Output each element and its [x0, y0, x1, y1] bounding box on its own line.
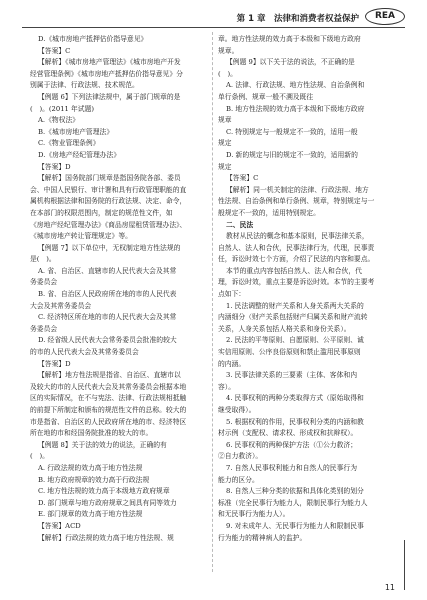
right-column [218, 34, 396, 544]
text-line: 单行条例、规章一般不溯及既往 [218, 92, 314, 101]
text-line: 4. 民事权利的两种分类取得方式（原始取得和 [226, 394, 364, 403]
text-line: D.《城市房地产抵押估价指导意见》 [38, 35, 148, 43]
text-line: 本节的重点内容包括自然人、法人和合伙，代 [226, 266, 362, 275]
text-line: 规章。 [218, 46, 239, 55]
text-line: 自然人、法人和合伙，民事法律行为，代理，民事责 [218, 243, 375, 252]
text-line: 【答案】D [38, 359, 71, 368]
text-line: 理，诉讼时效，重点主要是诉讼时效。本节的主要考 [218, 278, 375, 287]
text-line: 【解析】地方性法规是指省、自治区、直辖市以 [38, 371, 181, 380]
text-line: A. 法律、行政法规、地方性法规、自治条例和 [226, 81, 365, 90]
text-line: 8. 自然人三种分类的依据和具体化类别的划分 [226, 487, 364, 496]
text-line: 规章 [218, 116, 232, 125]
text-line: ( )。 [30, 452, 49, 461]
text-line: 【解析】国务院部门规章是指国务院各部、委员 [38, 174, 181, 183]
text-line: 的市的人民代表大会及其常务委员会 [30, 348, 139, 357]
text-line: 是( )。 [30, 255, 56, 264]
margin-rule [404, 540, 405, 590]
text-line: 点如下： [218, 290, 246, 299]
text-line: 【例题 7】以下单位中，无权制定地方性法规的 [38, 243, 181, 252]
text-line: 【解析】《城市房地产管理法》《城市房地产开发 [38, 58, 181, 67]
text-line: 的前提下所制定和颁布的规范性文件的总称。较大的 [30, 406, 187, 414]
text-line: 3. 民事法律关系的三要素（主体、客体和内 [226, 371, 357, 380]
text-line: 2. 民法的平等原则、自愿原则、公平原则、诚 [226, 336, 364, 345]
text-line: D. 经省级人民代表大会常务委员会批准的较大 [38, 336, 177, 345]
text-line: 标准（完全民事行为能力人，限制民事行为能力人 [218, 498, 368, 507]
text-line: 性法规、自治条例和单行条例、规章，特别规定与一 [218, 197, 375, 206]
text-line: 【解析】同一机关制定的法律、行政法规、地方 [226, 185, 369, 194]
text-line: 5. 根据权利的作用，民事权利分类的内涵和教 [226, 417, 364, 426]
text-line: 【例题 9】以下关于法的说法，不正确的是 [226, 58, 355, 67]
text-line: ②自力救济）。 [218, 452, 263, 461]
text-line: B. 地方性法规的效力高于本级和下级地方政府 [226, 104, 365, 113]
text-line: 属机构根据法律和国务院的行政法规、决定、命令， [30, 197, 187, 206]
rea-logo: REA [365, 8, 405, 25]
text-line: 实信用原则、公序良俗原则和禁止滥用民事原则 [218, 348, 361, 357]
text-line: C. 地方性法规的效力高于本级地方政府规章 [38, 487, 170, 496]
text-line: 区的实际情况，在不与宪法、法律、行政法规相抵触 [30, 394, 187, 403]
text-line: 大会及其常务委员会 [30, 301, 92, 310]
text-line: A.《物权法》 [38, 116, 80, 125]
text-line: D. 新的规定与旧的规定不一致的，适用新的 [226, 150, 358, 159]
text-line: 会、中国人民银行、审计署和具有行政管理职能的直 [30, 185, 187, 194]
text-line: 规定 [218, 139, 232, 148]
text-line: 和无民事行为能力人）。 [218, 510, 290, 519]
text-line: 7. 自然人民事权利能力和自然人的民事行为 [226, 463, 357, 472]
text-line: B. 地方政府规章的效力高于行政法规 [38, 475, 150, 484]
text-line: 【答案】ACD [38, 521, 81, 530]
text-line: ( )。(2011 年试题) [30, 104, 95, 113]
text-line: A. 省、自治区、直辖市的人民代表大会及其常 [38, 266, 177, 275]
text-line: C. 经济特区所在地的市的人民代表大会及其常 [38, 313, 177, 322]
text-line: 6. 民事权利的两种保护方法（①公力救济； [226, 440, 357, 449]
text-line: D.《房地产经纪管理办法》 [38, 150, 121, 159]
text-line: B. 省、自治区人民政府所在地的市的人民代表 [38, 290, 177, 299]
header-rule [22, 27, 405, 28]
text-line: 《城市房地产转让管理规定》等。 [30, 232, 132, 241]
text-line: E. 部门规章的效力高于地方性法规 [38, 510, 143, 519]
chapter-title: 第 1 章 法律和消费者权益保护 [236, 14, 359, 24]
text-line: 内涵细分（财产关系包括财产归属关系和财产流转 [218, 313, 368, 322]
text-line: 别属于法律、行政法规、技术规范。 [30, 81, 139, 90]
text-line: 及较大的市的人民代表大会及其常务委员会根据本地 [30, 382, 187, 391]
text-line: 【例题 6】下列法律法规中，属于部门规章的是 [38, 92, 181, 101]
page-number: 11 [384, 583, 395, 592]
text-line: 9. 对未成年人、无民事行为能力人和限制民事 [226, 521, 364, 530]
page-header [0, 0, 427, 30]
text-line: B.《城市房地产管理法》 [38, 127, 114, 136]
text-line: 务委员会 [30, 324, 58, 333]
column-divider [212, 32, 213, 572]
text-line: A. 行政法规的效力高于地方性法规 [38, 463, 143, 472]
text-line: ( )。 [218, 69, 237, 78]
text-line: 《房地产经纪管理办法》《商品房屋租赁管理办法》、 [30, 220, 187, 229]
text-line: 容）。 [218, 382, 235, 391]
text-line: 务委员会 [30, 278, 58, 287]
text-line: 能力的区分。 [218, 475, 259, 484]
text-line: 教材从民法的概念和基本原则，民事法律关系， [226, 232, 369, 241]
text-line: 行为能力的精神病人的监护。 [218, 533, 307, 542]
text-line: 的内涵。 [218, 359, 246, 368]
text-line: 【例题 8】关于法的效力的说法，正确的有 [38, 440, 167, 449]
text-line: 章。地方性法规的效力高于本级和下级地方政府 [218, 35, 361, 43]
text-line: 二、民法 [226, 220, 254, 229]
text-line: 1. 民法调整的财产关系和人身关系两大关系的 [226, 301, 364, 310]
text-line: 材示例（支配权、请求权、形成权和抗辩权）。 [218, 429, 358, 438]
text-line: 般规定不一致的，适用特别规定。 [218, 208, 320, 217]
text-line: D. 部门规章与地方政府规章之间具有同等效力 [38, 498, 177, 507]
text-line: C. 特别规定与一般规定不一致的，适用一般 [226, 127, 358, 136]
text-line: 【解析】行政法规的效力高于地方性法规、规 [38, 533, 174, 542]
text-line: 规定 [218, 162, 232, 171]
text-line: 【答案】D [38, 162, 71, 171]
text-line: 在本部门的权限范围内，制定的规范性文件，如 [30, 208, 173, 217]
text-line: 【答案】C [226, 174, 259, 183]
text-line: 市是指省、自治区的人民政府所在地的市、经济特区 [30, 417, 187, 426]
left-column [30, 34, 207, 544]
text-line: 继受取得）。 [218, 406, 256, 414]
text-line: 所在地的市和经国务院批准的较大的市。 [30, 429, 153, 438]
text-line: 【答案】C [38, 46, 71, 55]
text-line: 关系，人身关系包括人格关系和身份关系）。 [218, 324, 351, 333]
text-line: C.《物业管理条例》 [38, 139, 100, 148]
text-line: 经营管理条例》《城市房地产抵押估价指导意见》分 [30, 69, 183, 78]
text-line: 任，诉讼时效七个方面，介绍了民法的内容和要点。 [218, 255, 375, 264]
